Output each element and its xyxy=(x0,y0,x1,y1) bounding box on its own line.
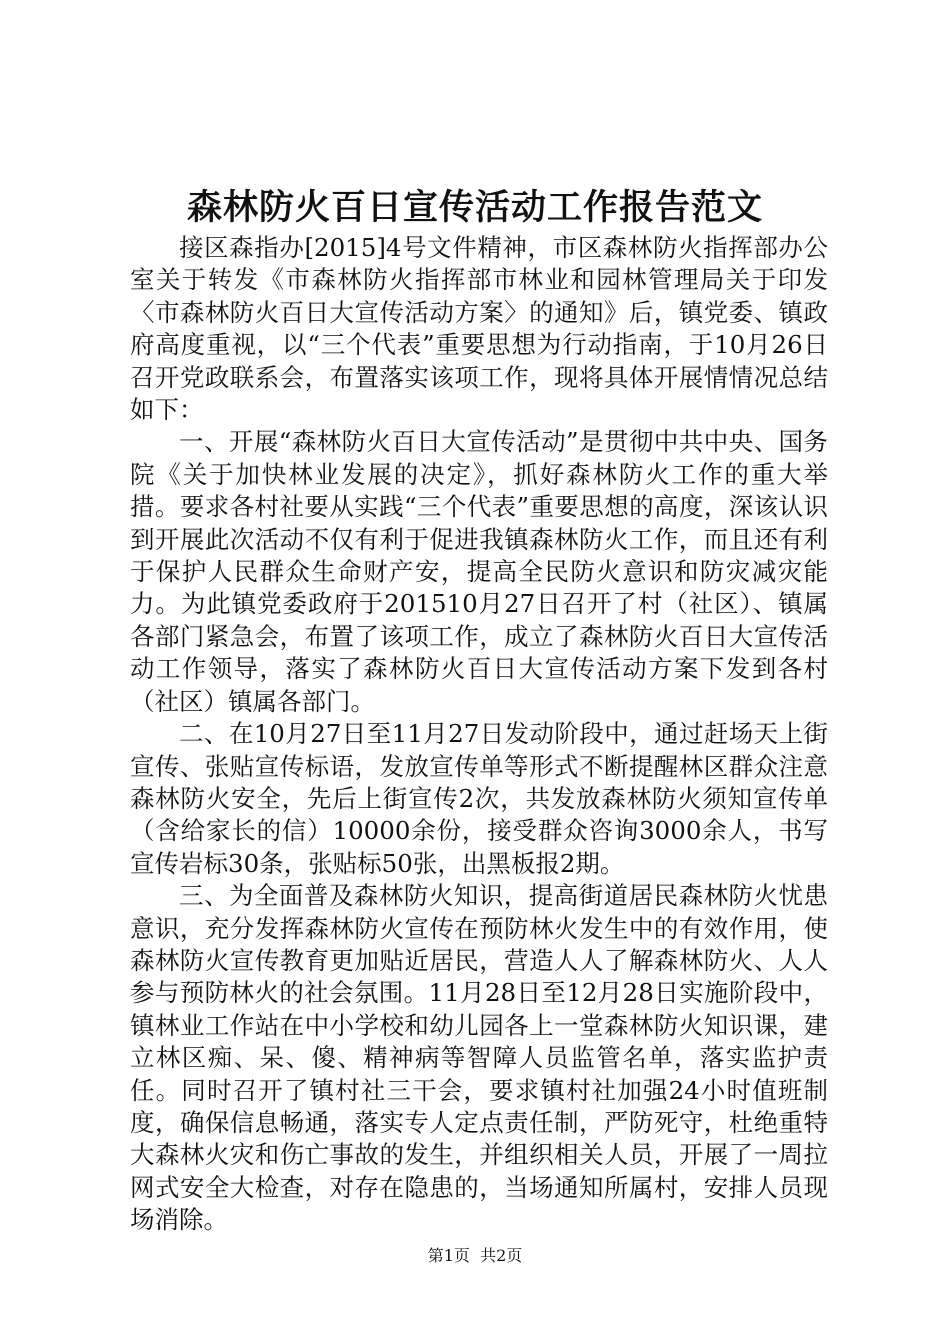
paragraph-section-2: 二、在10月27日至11月27日发动阶段中，通过赶场天上街宣传、张贴宣传标语，发放宣传单等形式不断提醒林区群众注意森林防火安全，先后上街宣传2次，共发放森林防火须知宣传单（含给家长的信）10000余份，接受群众咨询3000余人，书写宣传岩标30条，张贴标50张，出黑板报2期。 xyxy=(130,719,828,878)
page-number: 第1页 xyxy=(427,1246,470,1265)
paragraph-section-3: 三、为全面普及森林防火知识，提高街道居民森林防火忧患意识，充分发挥森林防火宣传在预防林火发生中的有效作用，使森林防火宣传教育更加贴近居民，营造人人了解森林防火、人人参与预防林火的社会氛围。11月28日至12月28日实施阶段中，镇林业工作站在中小学校和幼儿园各上一堂森林防火知识课，建立林区痴、呆、傻、精神病等智障人员监管名单，落实监护责任。同时召开了镇村社三干会，要求镇村社加强24小时值班制度，确保信息畅通，落实专人定点责任制，严防死守，杜绝重特大森林火灾和伤亡事故的发生，并组织相关人员，开展了一周拉网式安全大检查，对存在隐患的，当场通知所属村，安排人员现场消除。 xyxy=(130,881,828,1235)
document-body xyxy=(130,232,828,1237)
page-footer xyxy=(0,1244,950,1268)
paragraph-section-1: 一、开展“森林防火百日大宣传活动”是贯彻中共中央、国务院《关于加快林业发展的决定》，抓好森林防火工作的重大举措。要求各村社要从实践“三个代表”重要思想的高度，深该认识到开展此次活动不仅有利于促进我镇森林防火工作，而且还有利于保护人民群众生命财产安，提高全民防火意识和防灾减灾能力。为此镇党委政府于201510月27日召开了村（社区）、镇属各部门紧急会，布置了该项工作，成立了森林防火百日大宣传活动工作领导，落实了森林防火百日大宣传活动方案下发到各村（社区）镇属各部门。 xyxy=(130,427,828,716)
document-title: 森林防火百日宣传活动工作报告范文 xyxy=(186,187,763,228)
page-total: 共2页 xyxy=(480,1246,523,1265)
paragraph-intro: 接区森指办[2015]4号文件精神，市区森林防火指挥部办公室关于转发《市森林防火指挥部市林业和园林管理局关于印发〈市森林防火百日大宣传活动方案〉的通知》后，镇党委、镇政府高度重视，以“三个代表”重要思想为行动指南，于10月26日召开党政联系会，布置落实该项工作，现将具体开展情情况总结如下： xyxy=(130,233,828,425)
